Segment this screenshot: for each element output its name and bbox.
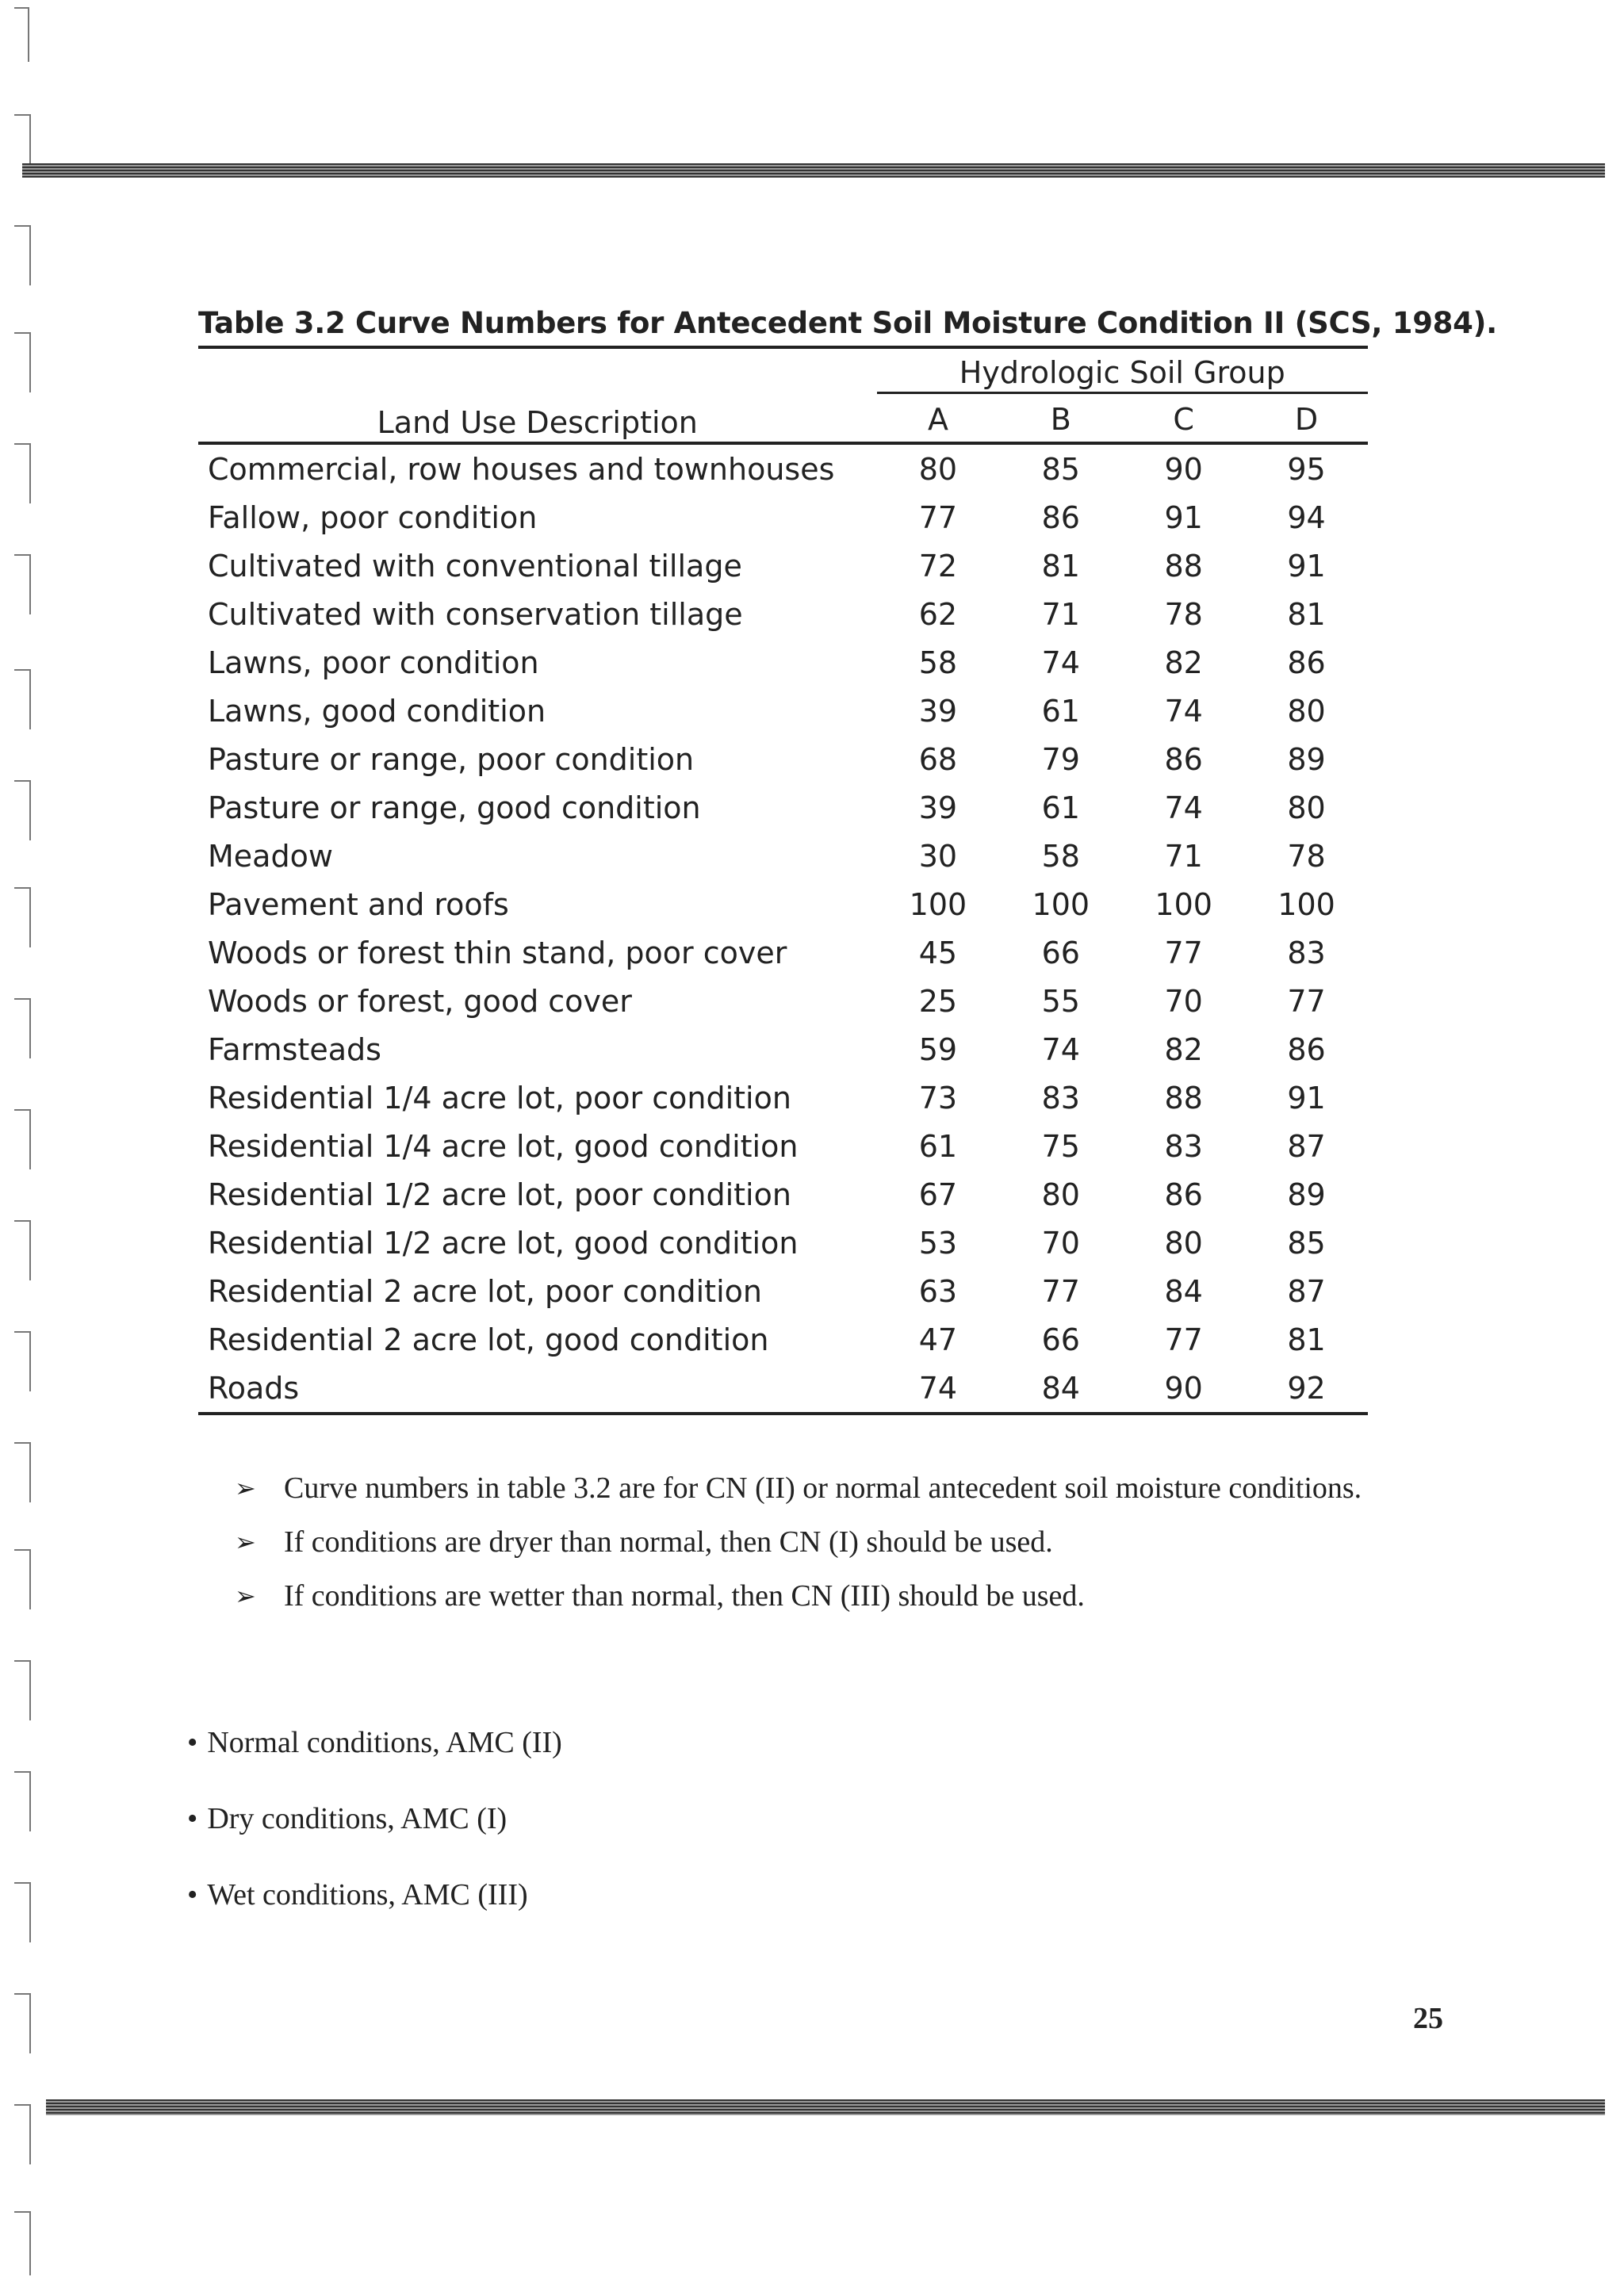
table-row [198,1364,1368,1414]
table-row [198,493,1368,541]
group-c-cell: 83 [1164,1128,1203,1164]
table-row [198,1170,1368,1219]
group-c-cell: 78 [1164,596,1203,632]
group-d-cell: 94 [1287,499,1326,535]
group-a-cell: 67 [918,1177,958,1212]
group-a-cell: 39 [918,693,958,729]
land-use-cell: Cultivated with conservation tillage [208,596,743,632]
land-use-cell: Meadow [208,838,333,874]
binder-marks [0,0,71,2296]
land-use-cell: Residential 1/2 acre lot, good condition [208,1225,799,1261]
table-row [198,1073,1368,1122]
group-b-cell: 80 [1041,1177,1080,1212]
group-a-cell: 59 [918,1031,958,1067]
group-b-cell: 85 [1041,451,1080,487]
group-c-cell: 74 [1164,693,1203,729]
group-a-cell: 30 [918,838,958,874]
group-d-cell: 87 [1287,1128,1326,1164]
amc-item [187,1877,562,1954]
amc-list [187,1725,562,1954]
group-a-cell: 39 [918,790,958,825]
group-a-cell: 100 [909,886,967,922]
table-row [198,1315,1368,1364]
column-header-d: D [1245,393,1368,444]
land-use-header: Land Use Description [198,347,877,443]
note-text: Curve numbers in table 3.2 are for CN (II) or normal antecedent soil moisture conditions. [284,1471,1362,1505]
group-d-cell: 86 [1287,1031,1326,1067]
group-d-cell: 91 [1287,548,1326,584]
amc-item [187,1725,562,1801]
group-c-cell: 82 [1164,1031,1203,1067]
column-header-b: B [999,393,1122,444]
curve-number-table [198,346,1368,1415]
bottom-rule [46,2099,1605,2115]
group-a-cell: 77 [918,499,958,535]
group-a-cell: 74 [877,1364,1000,1414]
group-b-cell: 75 [1041,1128,1080,1164]
group-d-cell: 85 [1287,1225,1326,1261]
arrow-bullet-icon: ➢ [235,1473,256,1503]
group-c-cell: 74 [1164,790,1203,825]
group-b-cell: 66 [1041,935,1080,970]
table-row [198,783,1368,832]
group-c-cell: 80 [1164,1225,1203,1261]
group-d-cell: 81 [1287,1322,1326,1357]
amc-text: Normal conditions, AMC (II) [207,1726,562,1759]
group-b-cell: 74 [1041,1031,1080,1067]
column-header-a: A [877,393,1000,444]
group-d-cell: 86 [1287,645,1326,680]
group-a-cell: 61 [918,1128,958,1164]
table-row [198,928,1368,977]
table-caption: Table 3.2 Curve Numbers for Antecedent Soil Moisture Condition II (SCS, 1984). [198,306,1497,340]
land-use-cell: Woods or forest thin stand, poor cover [208,935,787,970]
note-item [235,1461,1362,1515]
group-d-cell: 80 [1287,693,1326,729]
group-c-cell: 91 [1164,499,1203,535]
table-body [198,443,1368,1414]
group-b-cell: 74 [1041,645,1080,680]
group-c-cell: 90 [1122,1364,1245,1414]
land-use-cell: Residential 2 acre lot, poor condition [208,1273,762,1309]
group-a-cell: 58 [918,645,958,680]
group-a-cell: 53 [918,1225,958,1261]
group-a-cell: 68 [918,741,958,777]
group-c-cell: 71 [1164,838,1203,874]
table-row [198,1219,1368,1267]
group-b-cell: 70 [1041,1225,1080,1261]
table-row [198,977,1368,1025]
group-a-cell: 63 [918,1273,958,1309]
page-number: 25 [1413,2002,1443,2035]
group-b-cell: 83 [1041,1080,1080,1115]
group-d-cell: 83 [1287,935,1326,970]
table-row [198,735,1368,783]
land-use-cell: Pavement and roofs [208,886,509,922]
land-use-cell: Farmsteads [208,1031,381,1067]
table-row [198,638,1368,687]
group-b-cell: 71 [1041,596,1080,632]
group-c-cell: 86 [1164,1177,1203,1212]
table-row [198,880,1368,928]
group-d-cell: 91 [1287,1080,1326,1115]
bullet-dot-icon: • [187,1878,198,1911]
bullet-dot-icon: • [187,1802,198,1835]
group-b-cell: 86 [1041,499,1080,535]
group-d-cell: 89 [1287,741,1326,777]
group-b-cell: 61 [1041,693,1080,729]
land-use-cell: Residential 1/4 acre lot, good condition [208,1128,799,1164]
group-b-cell: 81 [1041,548,1080,584]
table-header-row [198,347,1368,393]
bullet-dot-icon: • [187,1726,198,1759]
group-d-cell: 87 [1287,1273,1326,1309]
table-row [198,541,1368,590]
land-use-cell: Fallow, poor condition [208,499,538,535]
arrow-bullet-icon: ➢ [235,1581,256,1611]
table-row [198,1122,1368,1170]
land-use-cell: Lawns, poor condition [208,645,539,680]
note-text: If conditions are dryer than normal, then CN (I) should be used. [284,1525,1053,1559]
group-c-cell: 70 [1164,983,1203,1019]
group-d-cell: 78 [1287,838,1326,874]
amc-text: Wet conditions, AMC (III) [207,1878,528,1911]
table-row [198,1025,1368,1073]
soil-group-header: Hydrologic Soil Group [877,347,1369,393]
group-a-cell: 25 [918,983,958,1019]
note-text: If conditions are wetter than normal, then CN (III) should be used. [284,1579,1085,1613]
group-d-cell: 77 [1287,983,1326,1019]
group-c-cell: 100 [1155,886,1212,922]
group-d-cell: 95 [1287,451,1326,487]
land-use-cell: Pasture or range, good condition [208,790,701,825]
group-d-cell: 92 [1245,1364,1368,1414]
group-a-cell: 72 [918,548,958,584]
notes-list [235,1461,1362,1623]
land-use-cell: Pasture or range, poor condition [208,741,695,777]
group-a-cell: 73 [918,1080,958,1115]
table-row [198,832,1368,880]
group-b-cell: 77 [1041,1273,1080,1309]
land-use-cell: Residential 1/4 acre lot, poor condition [208,1080,791,1115]
group-c-cell: 88 [1164,548,1203,584]
land-use-cell: Residential 2 acre lot, good condition [208,1322,769,1357]
group-c-cell: 90 [1164,451,1203,487]
land-use-cell: Lawns, good condition [208,693,546,729]
group-b-cell: 55 [1041,983,1080,1019]
group-d-cell: 89 [1287,1177,1326,1212]
top-rule [22,163,1605,178]
group-c-cell: 84 [1164,1273,1203,1309]
group-a-cell: 62 [918,596,958,632]
arrow-bullet-icon: ➢ [235,1527,256,1557]
land-use-cell: Commercial, row houses and townhouses [208,451,835,487]
table-row [198,590,1368,638]
group-c-cell: 88 [1164,1080,1203,1115]
amc-text: Dry conditions, AMC (I) [207,1802,508,1835]
group-c-cell: 82 [1164,645,1203,680]
amc-item [187,1801,562,1877]
table-row [198,443,1368,493]
note-item [235,1569,1362,1623]
group-c-cell: 86 [1164,741,1203,777]
group-b-cell: 61 [1041,790,1080,825]
group-a-cell: 47 [918,1322,958,1357]
group-b-cell: 79 [1041,741,1080,777]
group-b-cell: 100 [1032,886,1090,922]
group-d-cell: 81 [1287,596,1326,632]
column-header-c: C [1122,393,1245,444]
group-a-cell: 80 [918,451,958,487]
group-c-cell: 77 [1164,1322,1203,1357]
land-use-cell: Woods or forest, good cover [208,983,632,1019]
group-b-cell: 84 [999,1364,1122,1414]
table-row [198,687,1368,735]
group-c-cell: 77 [1164,935,1203,970]
group-b-cell: 66 [1041,1322,1080,1357]
note-item [235,1515,1362,1569]
land-use-cell: Cultivated with conventional tillage [208,548,742,584]
group-d-cell: 100 [1277,886,1335,922]
land-use-cell: Roads [198,1364,877,1414]
group-a-cell: 45 [918,935,958,970]
group-d-cell: 80 [1287,790,1326,825]
land-use-cell: Residential 1/2 acre lot, poor condition [208,1177,791,1212]
table-row [198,1267,1368,1315]
curve-number-table-block [198,301,1497,1415]
group-b-cell: 58 [1041,838,1080,874]
